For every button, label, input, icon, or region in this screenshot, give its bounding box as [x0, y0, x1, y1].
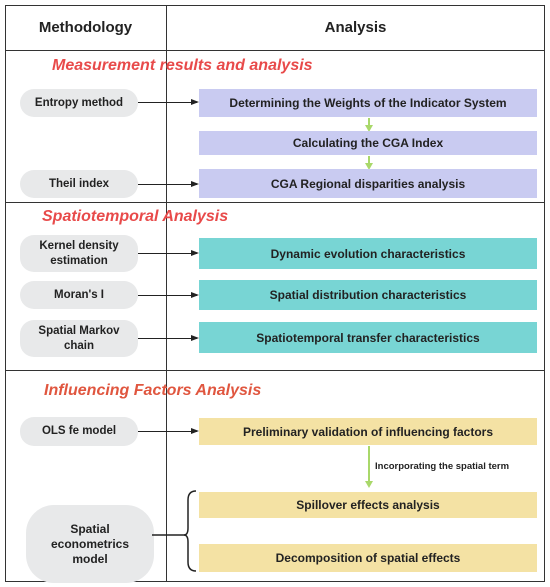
arrow-markov [138, 338, 197, 339]
box-spillover: Spillover effects analysis [199, 492, 537, 518]
arrow-theil [138, 184, 197, 185]
section-title-measurement: Measurement results and analysis [52, 57, 313, 74]
analysis-header: Analysis [324, 19, 387, 36]
method-spatial-markov: Spatial Markov chain [20, 320, 138, 357]
method-entropy: Entropy method [20, 89, 138, 117]
method-theil: Theil index [20, 170, 138, 198]
box-regional-disparities: CGA Regional disparities analysis [199, 169, 537, 198]
method-ols-fe: OLS fe model [20, 417, 138, 446]
green-arrow-1 [368, 118, 370, 130]
box-spatial-distribution: Spatial distribution characteristics [199, 280, 537, 310]
section-title-spatiotemporal: Spatiotemporal Analysis [42, 208, 229, 225]
box-weights: Determining the Weights of the Indicator System [199, 89, 537, 117]
box-decomposition: Decomposition of spatial effects [199, 544, 537, 572]
box-dynamic-evolution: Dynamic evolution characteristics [199, 238, 537, 269]
box-cga-index: Calculating the CGA Index [199, 131, 537, 155]
section-title-influencing: Influencing Factors Analysis [44, 382, 262, 399]
arrow-ols [138, 431, 197, 432]
green-arrow-2 [368, 156, 370, 168]
method-spatial-econometrics: Spatial econometrics model [26, 505, 154, 583]
header-divider [5, 50, 545, 51]
methodology-header: Methodology [38, 19, 133, 36]
section-divider-1 [5, 202, 545, 203]
section-divider-2 [5, 370, 545, 371]
arrow-kernel [138, 253, 197, 254]
green-arrow-3 [368, 446, 370, 486]
box-preliminary-validation: Preliminary validation of influencing factors [199, 418, 537, 445]
box-spatiotemporal-transfer: Spatiotemporal transfer characteristics [199, 322, 537, 353]
arrow-morans [138, 295, 197, 296]
bracket-connector [150, 488, 198, 574]
note-spatial-term: Incorporating the spatial term [375, 461, 510, 472]
arrow-entropy [138, 102, 197, 103]
method-morans-i: Moran's I [20, 281, 138, 309]
method-kernel-density: Kernel density estimation [20, 235, 138, 272]
